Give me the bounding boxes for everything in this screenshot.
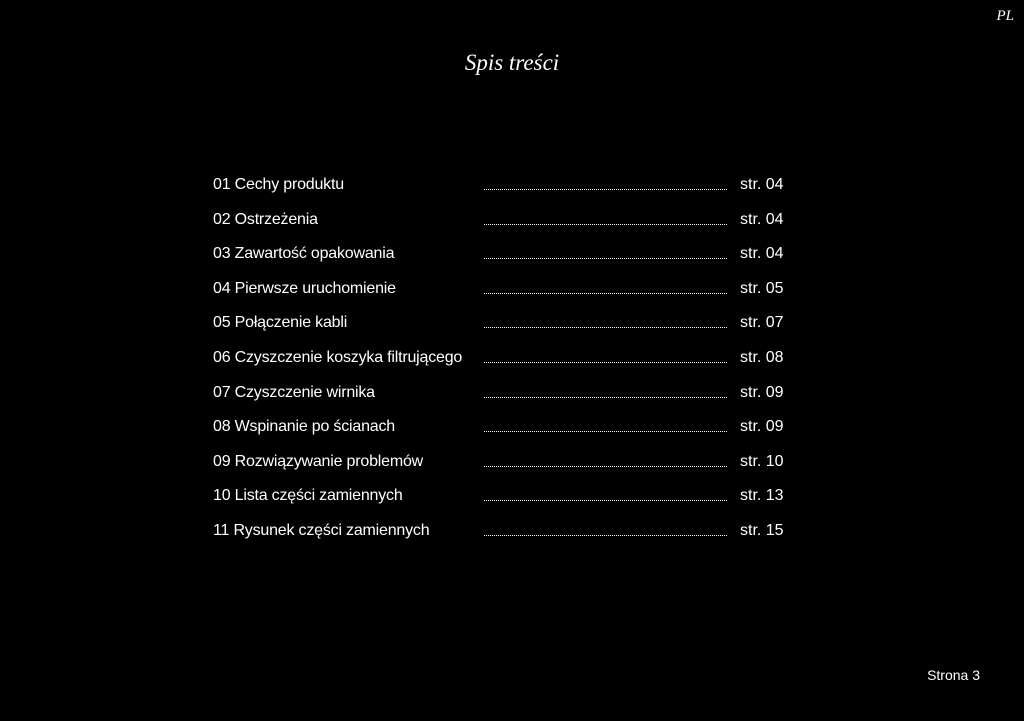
- toc-entry-label: 09 Rozwiązywanie problemów: [213, 452, 424, 470]
- toc-entry-label: 07 Czyszczenie wirnika: [213, 383, 375, 401]
- toc-entry-label: 06 Czyszczenie koszyka filtrującego: [213, 348, 463, 366]
- page-number: Strona 3: [927, 667, 980, 683]
- toc-entry-page: str. 04: [740, 210, 784, 228]
- toc-entry-label: 04 Pierwsze uruchomienie: [213, 279, 396, 297]
- toc-entry-page: str. 08: [740, 348, 784, 366]
- toc-entry[interactable]: [213, 416, 813, 451]
- toc-entry-page: str. 04: [740, 245, 784, 263]
- toc-entry-label: 08 Wspinanie po ścianach: [213, 418, 395, 436]
- toc-entry[interactable]: [213, 174, 813, 209]
- toc-entry-page: str. 07: [740, 314, 784, 332]
- toc-entry-page: str. 15: [740, 521, 784, 539]
- toc-dot-leader: [484, 397, 727, 398]
- toc-entry[interactable]: [213, 243, 813, 278]
- toc-entry-label: 03 Zawartość opakowania: [213, 245, 395, 263]
- toc-dot-leader: [484, 535, 727, 536]
- toc-entry-label: 01 Cechy produktu: [213, 176, 344, 193]
- toc-entry[interactable]: [213, 278, 813, 313]
- toc-dot-leader: [484, 293, 727, 294]
- toc-entry-page: str. 13: [740, 487, 784, 505]
- toc-dot-leader: [484, 466, 727, 467]
- toc-entry-label: 02 Ostrzeżenia: [213, 210, 318, 228]
- toc-dot-leader: [484, 258, 727, 259]
- toc-entry-page: str. 05: [740, 279, 784, 297]
- toc-entry-label: 10 Lista części zamiennych: [213, 487, 403, 505]
- toc-entry[interactable]: [213, 209, 813, 244]
- toc-entry[interactable]: [213, 520, 813, 555]
- toc-dot-leader: [484, 500, 727, 501]
- toc-dot-leader: [484, 189, 727, 190]
- toc-entry[interactable]: [213, 347, 813, 382]
- page-title: Spis treści: [464, 50, 560, 75]
- toc-dot-leader: [484, 327, 727, 328]
- toc-entry[interactable]: [213, 451, 813, 486]
- toc-entry-label: 05 Połączenie kabli: [213, 314, 348, 332]
- toc-entry[interactable]: [213, 485, 813, 520]
- toc-dot-leader: [484, 362, 727, 363]
- table-of-contents: [213, 174, 813, 555]
- toc-dot-leader: [484, 431, 727, 432]
- toc-entry[interactable]: [213, 382, 813, 417]
- toc-dot-leader: [484, 224, 727, 225]
- toc-entry[interactable]: [213, 312, 813, 347]
- toc-entry-label: 11 Rysunek części zamiennych: [213, 521, 430, 539]
- toc-entry-page: str. 04: [740, 176, 784, 193]
- toc-entry-page: str. 10: [740, 452, 784, 470]
- toc-entry-page: str. 09: [740, 418, 784, 436]
- toc-entry-page: str. 09: [740, 383, 784, 401]
- language-indicator: PL: [996, 8, 1014, 24]
